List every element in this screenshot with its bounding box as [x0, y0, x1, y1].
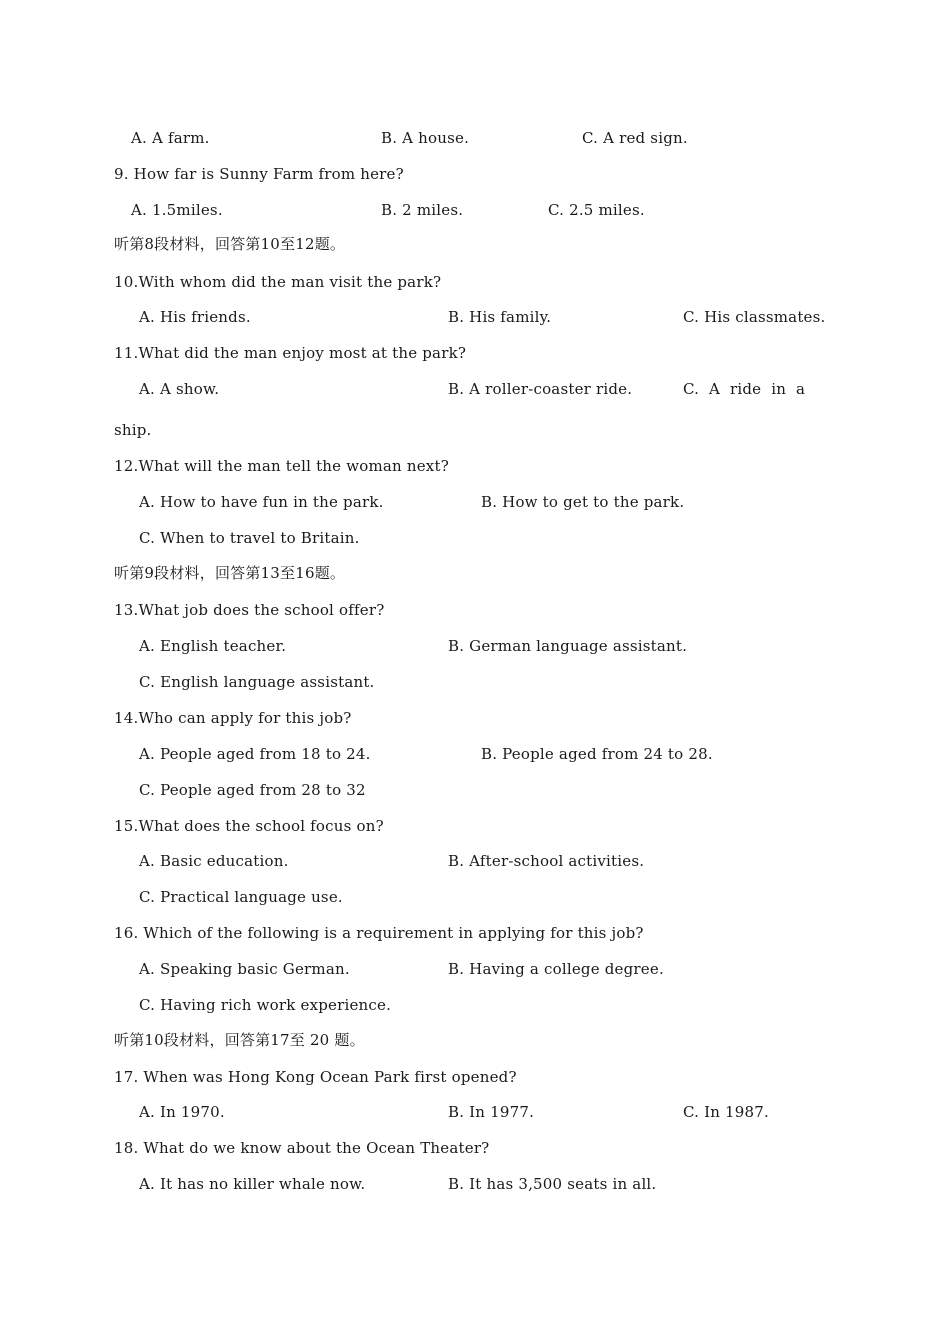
question-text: 11.What did the man enjoy most at the park?	[114, 344, 467, 362]
option-text: B. People aged from 24 to 28.	[481, 745, 713, 763]
option-text: C. A red sign.	[582, 129, 688, 147]
section-heading: 听第8段材料，回答第10至12题。	[114, 235, 346, 253]
section-heading: 听第9段材料，回答第13至16题。	[114, 564, 346, 582]
option-text: C. Having rich work experience.	[139, 996, 392, 1014]
option-text: A. His friends.	[139, 308, 251, 326]
option-text: C. A ride in a	[683, 380, 806, 398]
option-text: B. In 1977.	[448, 1103, 535, 1121]
option-text: C. 2.5 miles.	[548, 201, 645, 219]
option-text: B. It has 3,500 seats in all.	[448, 1175, 657, 1193]
option-text: C. People aged from 28 to 32	[139, 781, 366, 799]
question-text: 15.What does the school focus on?	[114, 817, 384, 835]
option-text: C. Practical language use.	[139, 888, 343, 906]
option-text: A. A farm.	[131, 129, 210, 147]
option-text: A. Speaking basic German.	[139, 960, 350, 978]
option-text: A. In 1970.	[139, 1103, 225, 1121]
option-text: B. After-school activities.	[448, 852, 645, 870]
question-text: 16. Which of the following is a requirement in applying for this job?	[114, 924, 644, 942]
option-text: A. People aged from 18 to 24.	[139, 745, 371, 763]
question-text: 12.What will the man tell the woman next?	[114, 457, 449, 475]
option-text: C. When to travel to Britain.	[139, 529, 360, 547]
option-text-continued: ship.	[114, 421, 152, 439]
option-text: A. Basic education.	[139, 852, 289, 870]
section-heading: 听第10段材料，回答第17至 20 题。	[114, 1031, 365, 1049]
option-text: C. His classmates.	[683, 308, 826, 326]
option-text: A. English teacher.	[139, 637, 287, 655]
option-text: C. In 1987.	[683, 1103, 769, 1121]
option-text: B. How to get to the park.	[481, 493, 685, 511]
option-text: B. Having a college degree.	[448, 960, 664, 978]
question-text: 9. How far is Sunny Farm from here?	[114, 165, 404, 183]
option-text: A. How to have fun in the park.	[139, 493, 384, 511]
option-text: A. A show.	[139, 380, 220, 398]
question-text: 18. What do we know about the Ocean Theater?	[114, 1139, 490, 1157]
question-text: 14.Who can apply for this job?	[114, 709, 352, 727]
option-text: B. 2 miles.	[381, 201, 464, 219]
option-text: B. A roller-coaster ride.	[448, 380, 633, 398]
question-text: 10.With whom did the man visit the park?	[114, 273, 442, 291]
question-text: 17. When was Hong Kong Ocean Park first opened?	[114, 1068, 517, 1086]
option-text: A. 1.5miles.	[131, 201, 223, 219]
option-text: B. A house.	[381, 129, 470, 147]
question-text: 13.What job does the school offer?	[114, 601, 385, 619]
option-text: C. English language assistant.	[139, 673, 375, 691]
option-text: B. German language assistant.	[448, 637, 688, 655]
option-text: A. It has no killer whale now.	[139, 1175, 366, 1193]
option-text: B. His family.	[448, 308, 552, 326]
